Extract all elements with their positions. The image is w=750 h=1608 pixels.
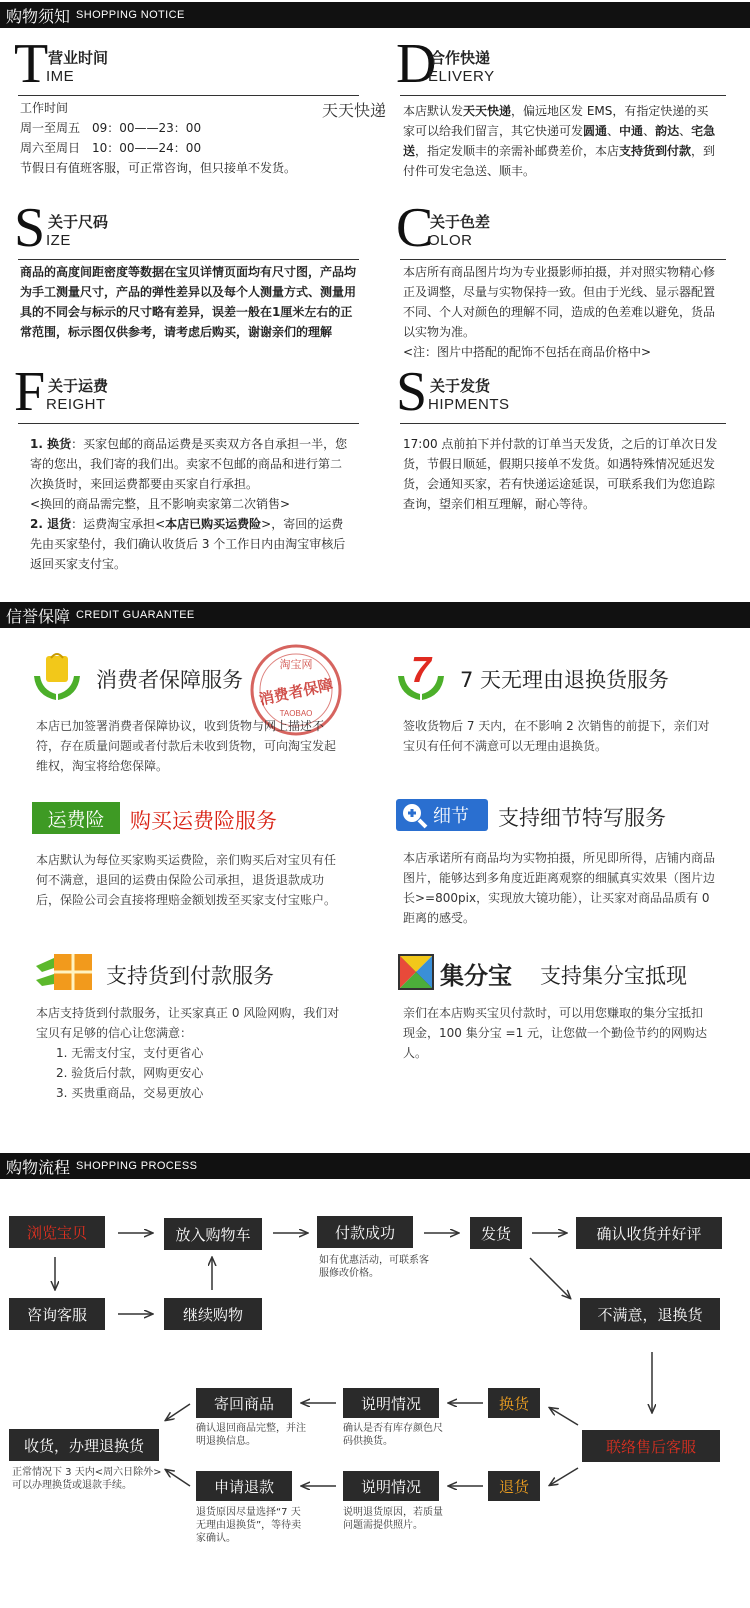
arrow-diagonal [530,1258,570,1298]
jifenbao-text: 亲们在本店购买宝贝付款时，可以用您赚取的集分宝抵扣现金，100 集分宝 =1 元，让您做一个勤俭节约的网购达人。 [403,1006,708,1060]
explain-return-note: 说明退货原因，若质量问题需提供照片。 [343,1507,443,1531]
stamp-mid-text: 消费者保障 [257,675,335,709]
shipments-body: 17:00 点前拍下并付款的订单当天发货，之后的订单次日发货，节假日顺延，假期只接单不发货。如遇特殊情况延迟发货，会通知买家，若有快递运途延误，可联系我们为您追踪查询，望亲们相互理解，耐心等待。 [403,437,718,511]
shipments-heading: 关于发货 [430,377,491,395]
section-subtitle: SHOPPING PROCESS [76,1160,198,1172]
freight-insurance-title: 购买运费险服务 [130,809,277,833]
cod-title: 支持货到付款服务 [106,964,274,988]
shipments-heading-en: HIPMENTS [428,396,510,413]
section-subtitle: SHOPPING NOTICE [76,9,185,21]
payment-note: 如有优惠活动，可联系客服修改价格。 [319,1255,429,1279]
consumer-protection-title: 消费者保障服务 [96,668,243,692]
seven-number: 7 [410,650,432,690]
size-body: 商品的高度间距密度等数据在宝贝详情页面均有尺寸图，产品均为手工测量尺寸，产品的弹性差异以及每个人测量方式、测量用具的不同会与标示的尺寸略有差异，误差一般在1厘米左右的正常范围，标示图仅供参考，请考虑后购买，谢谢亲们的理解 [20,265,357,339]
default-courier: 天天快递 [463,104,512,118]
size-heading: 关于尺码 [48,213,109,231]
return-text: >，寄回的运费先由买家垫付，我们确认收货后 3 个工作日内由淘宝审核后返回买家支付宝。 [30,517,346,571]
weekday-hours: 周一至周五 09：00——23：00 [20,121,202,135]
arrow-diagonal [166,1470,190,1486]
cod-benefit-item: 3. 买贵重商品，交易更放心 [56,1086,204,1100]
courier-yunda: 韵达 [655,124,680,138]
freight-heading-en: REIGHT [46,396,106,413]
exchange-label: 1. 换货 [30,437,72,451]
step-browse: 浏览宝贝 [9,1216,105,1248]
size-heading-en: IZE [46,232,71,249]
seven-day-return-text: 签收货物后 7 天内，在不影响 2 次销售的前提下，亲们对宝贝有任何不满意可以无理由退换货。 [403,719,710,753]
freight-heading: 关于运费 [48,377,109,395]
courier-zhaijisong: 宅急送 [403,124,716,158]
freight-initial: F [14,361,46,423]
color-text: 本店所有商品图片均为专业摄影师拍摄，并对照实物精心修正及调整，尽量与实物保持一致。但由于光线、显示器配置不同、个人对颜色的理解不同，造成的色差难以避免，货品以实物为准。 [403,265,716,339]
step-receive-and-process: 收货，办理退换货 [9,1429,159,1461]
step-unsatisfied-return: 不满意，退换货 [580,1298,720,1330]
color-initial: C [396,197,434,259]
exchange-text: ：买家包邮的商品运费是买卖双方各自承担一半，您寄的您出，我们寄的我们出。卖家不包邮的商品和进行第二次换货时，来回运费都要由买家自行承担。 [30,437,348,491]
step-send-back: 寄回商品 [196,1388,292,1418]
step-return: 退货 [488,1471,540,1501]
separator: 、 [643,124,656,138]
step-payment-success: 付款成功 [317,1216,413,1248]
delivery-initial: D [396,33,437,95]
delivery-heading-en: ELIVERY [428,68,495,85]
stamp-bottom-text: TAOBAO [279,709,313,718]
tiantian-logo: 天天快递 [322,103,387,120]
holiday-note: 节假日有值班客服，可正常咨询，但只接单不发货。 [20,161,297,175]
explain-stock-note: 确认是否有库存颜色尺码供换货。 [343,1423,443,1447]
consumer-protection-text: 本店已加签署消费者保障协议，收到货物与网上描述不符，存在质量问题或者付款后未收到货物，可向淘宝发起维权，淘宝将给您保障。 [36,719,337,773]
step-explain-situation: 说明情况 [343,1388,439,1418]
work-hours-label: 工作时间 [20,101,69,115]
step-apply-refund: 申请退款 [196,1471,292,1501]
step-ship: 发货 [470,1217,522,1249]
time-heading-en: IME [46,68,75,85]
color-heading-en: OLOR [428,232,473,249]
freight-insurance-badge: 运费险 [32,802,120,834]
separator: 、 [679,124,692,138]
delivery-text: ，到付件可发宅急送、顺丰。 [403,144,716,178]
cod-benefit-item: 1. 无需支付宝，支付更省心 [56,1046,204,1060]
courier-zhongtong: 中通 [619,124,644,138]
delivery-text: 本店默认发 [403,104,464,118]
color-note: <注：图片中搭配的配饰不包括在商品价格中> [403,345,652,359]
jifenbao-logo: 集分宝 [440,962,512,990]
step-add-to-cart: 放入购物车 [164,1218,262,1250]
delivery-text: ，指定发顺丰的亲需补邮费差价，本店 [415,144,620,158]
step-explain-return: 说明情况 [343,1471,439,1501]
arrow-diagonal [550,1408,578,1425]
freight-insurance-text: 本店默认为每位买家购买运费险，亲们购买后对宝贝有任何不满意，退回的运费由保险公司承担，退货退款成功后，保险公司会直接将理赔金额划拨至买家支付宝账户。 [36,853,337,907]
exchange-note: <换回的商品需完整，且不影响卖家第二次销售> [30,497,291,511]
color-heading: 关于色差 [430,213,491,231]
time-heading: 营业时间 [48,49,109,67]
courier-yuantong: 圆通 [583,124,608,138]
step-confirm-and-review: 确认收货并好评 [576,1217,722,1249]
refund-apply-note: 退货原因尽量选择“7 天无理由退换货”，等待卖家确认。 [196,1507,302,1544]
insurance-note: 本店已购买运费险 [165,517,262,531]
receive-note: 正常情况下 3 天内<周六日除外>可以办理换货或退款手续。 [12,1467,162,1491]
section-title: 信誉保障 [6,606,71,626]
send-back-note: 确认退回商品完整，并注明退换信息。 [196,1423,306,1447]
cod-text: 本店支持货到付款服务，让买家真正 0 风险网购，我们对宝贝有足够的信心让您满意： [36,1006,340,1040]
size-initial: S [14,197,46,259]
cod-support: 支持货到付款 [619,144,692,158]
delivery-heading: 合作快递 [430,49,491,67]
section-title: 购物流程 [6,1157,71,1177]
seven-day-return-title: 7 天无理由退换货服务 [460,668,670,692]
weekend-hours: 周六至周日 10：00——24：00 [20,141,202,155]
section-title: 购物须知 [6,6,71,26]
separator: 、 [607,124,620,138]
return-text: ：运费淘宝承担< [71,517,166,531]
step-consult-service: 咨询客服 [9,1298,105,1330]
step-continue-shopping: 继续购物 [164,1298,262,1330]
detail-badge-label: 细节 [433,806,469,827]
jifenbao-title: 支持集分宝抵现 [540,964,687,988]
cod-benefit-item: 2. 验货后付款，网购更安心 [56,1066,204,1080]
return-label: 2. 退货 [30,517,72,531]
arrow-diagonal [550,1468,578,1485]
step-contact-after-sales: 联络售后客服 [582,1430,720,1462]
shipments-initial: S [396,361,428,423]
section-subtitle: CREDIT GUARANTEE [76,609,195,621]
detail-closeup-text: 本店承诺所有商品均为实物拍摄，所见即所得，店铺内商品图片，能够达到多角度近距离观察的细腻真实效果（图片边长>=800pix，实现放大镜功能），让买家对商品品质有 0 距离的感受。 [403,851,716,925]
step-exchange: 换货 [488,1388,540,1418]
stamp-top-text: 淘宝网 [279,658,313,671]
arrow-diagonal [166,1404,190,1420]
time-initial: T [14,33,49,95]
delivery-text: ，偏远地区发 EMS，有指定快递的买家可以给我们留言，其它快递可发 [403,104,709,138]
detail-closeup-title: 支持细节特写服务 [498,806,666,830]
